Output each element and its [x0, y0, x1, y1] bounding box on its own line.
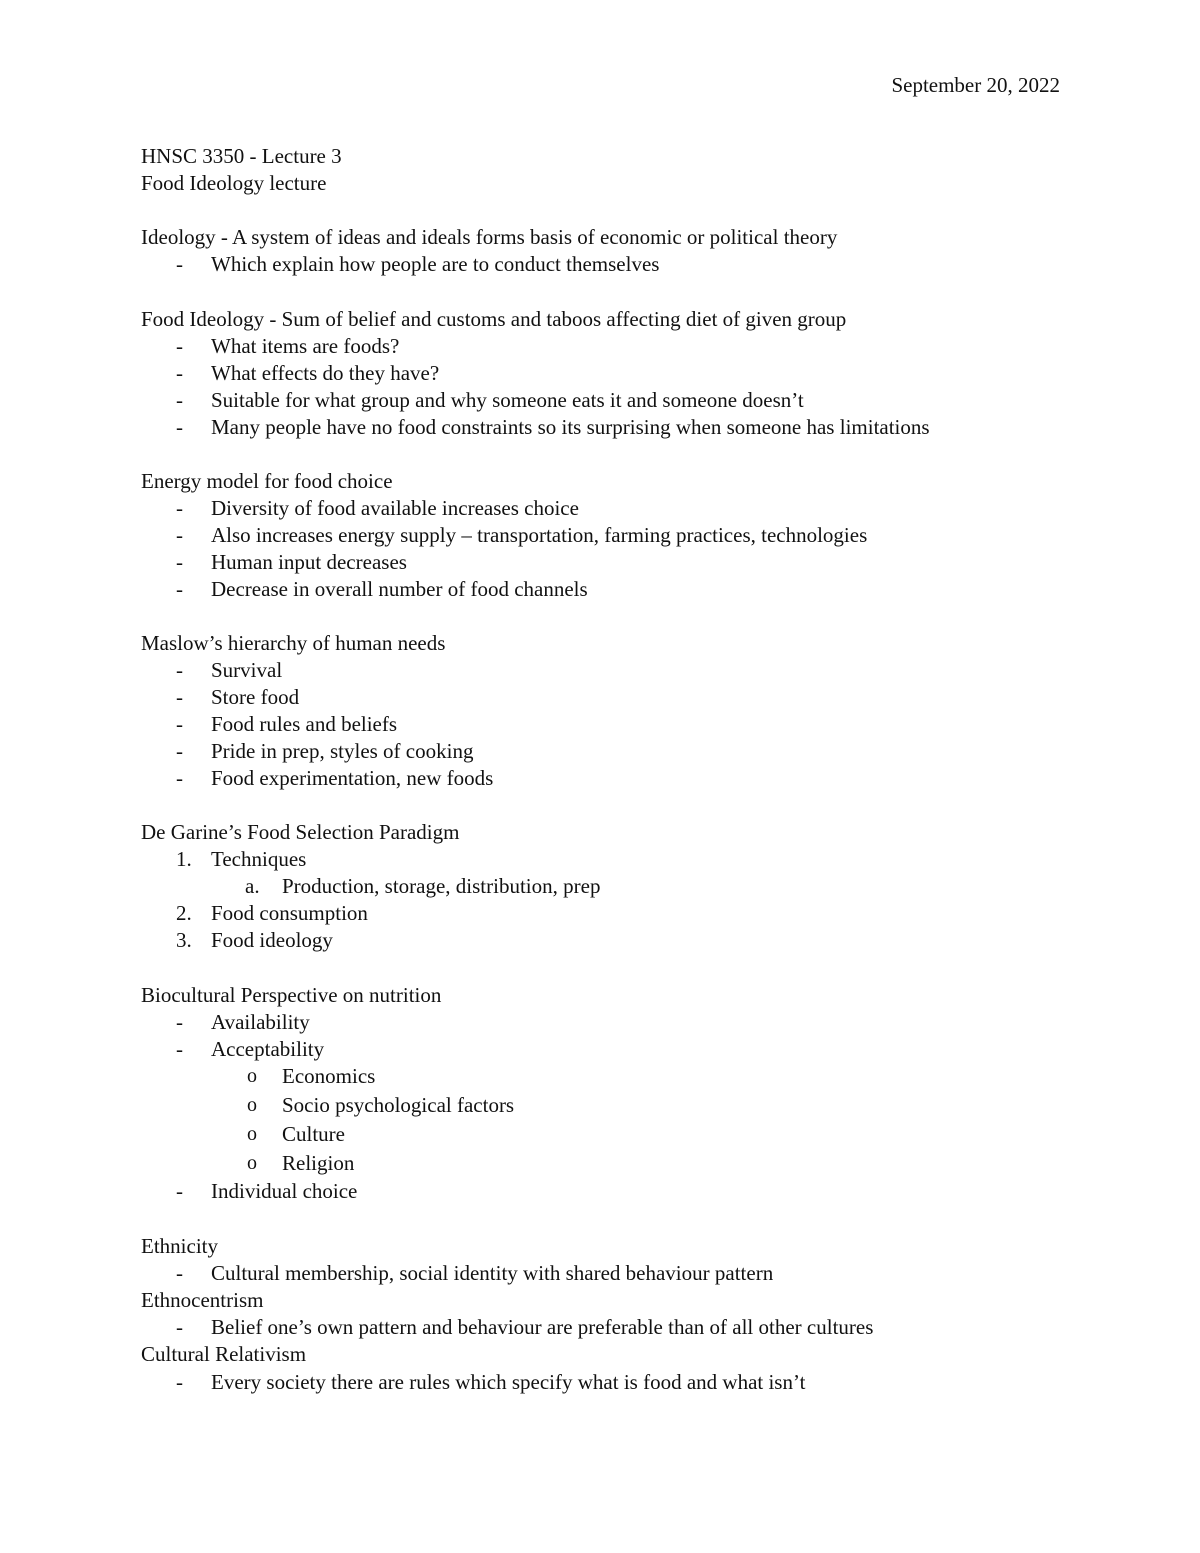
list-item: Availability: [211, 1010, 310, 1034]
sub-list-letter: a.: [245, 874, 260, 898]
bullet-dash: -: [176, 523, 183, 547]
lecture-subtitle: Food Ideology lecture: [141, 171, 327, 195]
food-ideology-heading: Food Ideology - Sum of belief and customs and taboos affecting diet of given group: [141, 307, 847, 331]
bullet-dash: -: [176, 739, 183, 763]
sub-bullet-circle: o: [247, 1094, 257, 1116]
list-item: Also increases energy supply – transportation, farming practices, technologies: [211, 523, 868, 547]
bullet-dash: -: [176, 1261, 183, 1285]
list-item: Individual choice: [211, 1179, 358, 1203]
sub-bullet-circle: o: [247, 1152, 257, 1174]
list-item: Many people have no food constraints so its surprising when someone has limitations: [211, 415, 930, 439]
sub-bullet-circle: o: [247, 1065, 257, 1087]
list-item: Food experimentation, new foods: [211, 766, 494, 790]
course-title: HNSC 3350 - Lecture 3: [141, 144, 342, 168]
ideology-heading: Ideology - A system of ideas and ideals forms basis of economic or political theory: [141, 225, 838, 249]
list-item: Store food: [211, 685, 300, 709]
list-item: Suitable for what group and why someone eats it and someone doesn’t: [211, 388, 804, 412]
sub-list-item: Culture: [282, 1122, 345, 1146]
ethnocentrism-heading: Ethnocentrism: [141, 1288, 264, 1312]
list-item: Every society there are rules which specify what is food and what isn’t: [211, 1370, 806, 1394]
list-number: 3.: [176, 928, 192, 952]
bullet-dash: -: [176, 334, 183, 358]
bullet-dash: -: [176, 361, 183, 385]
energy-model-heading: Energy model for food choice: [141, 469, 393, 493]
list-item: What items are foods?: [211, 334, 400, 358]
bullet-dash: -: [176, 577, 183, 601]
list-item: Pride in prep, styles of cooking: [211, 739, 474, 763]
bullet-dash: -: [176, 766, 183, 790]
bullet-dash: -: [176, 496, 183, 520]
list-item: Techniques: [211, 847, 307, 871]
bullet-dash: -: [176, 712, 183, 736]
bullet-dash: -: [176, 550, 183, 574]
list-item: Decrease in overall number of food channels: [211, 577, 588, 601]
bullet-dash: -: [176, 658, 183, 682]
document-date: September 20, 2022: [891, 73, 1060, 97]
list-item: Food rules and beliefs: [211, 712, 398, 736]
bullet-dash: -: [176, 252, 183, 276]
sub-list-item: Production, storage, distribution, prep: [282, 874, 601, 898]
list-item: Belief one’s own pattern and behaviour are preferable than of all other cultures: [211, 1315, 874, 1339]
ethnicity-heading: Ethnicity: [141, 1234, 218, 1258]
bullet-dash: -: [176, 1010, 183, 1034]
sub-list-item: Socio psychological factors: [282, 1093, 515, 1117]
de-garine-heading: De Garine’s Food Selection Paradigm: [141, 820, 460, 844]
list-item: Diversity of food available increases choice: [211, 496, 579, 520]
bullet-dash: -: [176, 1315, 183, 1339]
bullet-dash: -: [176, 1370, 183, 1394]
list-item: Cultural membership, social identity with shared behaviour pattern: [211, 1261, 774, 1285]
sub-list-item: Economics: [282, 1064, 376, 1088]
list-item: What effects do they have?: [211, 361, 440, 385]
cultural-relativism-heading: Cultural Relativism: [141, 1342, 307, 1366]
biocultural-heading: Biocultural Perspective on nutrition: [141, 983, 442, 1007]
list-item: Food consumption: [211, 901, 368, 925]
list-number: 2.: [176, 901, 192, 925]
sub-list-item: Religion: [282, 1151, 355, 1175]
list-item: Food ideology: [211, 928, 333, 952]
bullet-dash: -: [176, 685, 183, 709]
list-item: Survival: [211, 658, 283, 682]
list-item: Acceptability: [211, 1037, 325, 1061]
list-number: 1.: [176, 847, 192, 871]
bullet-dash: -: [176, 388, 183, 412]
bullet-dash: -: [176, 415, 183, 439]
bullet-dash: -: [176, 1179, 183, 1203]
maslow-heading: Maslow’s hierarchy of human needs: [141, 631, 446, 655]
list-item: Human input decreases: [211, 550, 407, 574]
list-item: Which explain how people are to conduct themselves: [211, 252, 660, 276]
sub-bullet-circle: o: [247, 1123, 257, 1145]
bullet-dash: -: [176, 1037, 183, 1061]
